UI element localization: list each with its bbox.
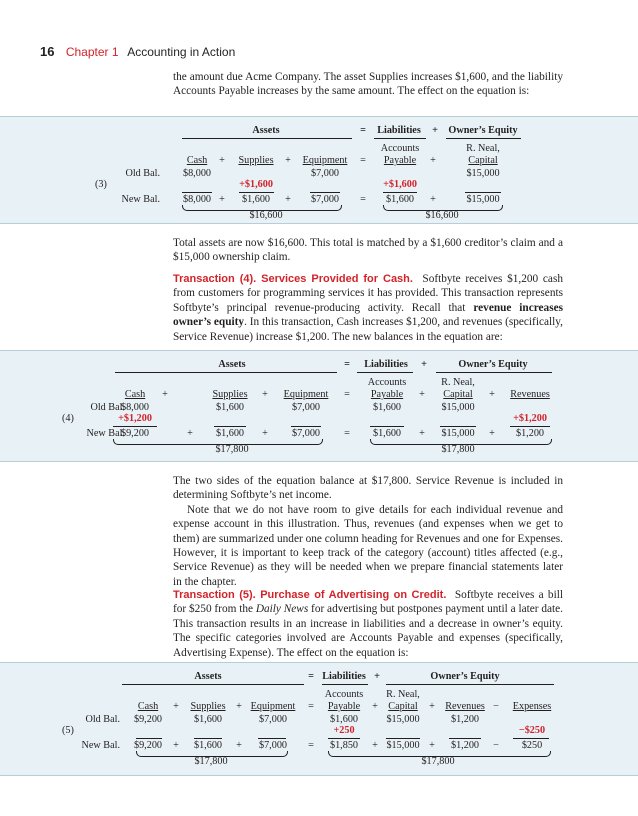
- cell: $15,000: [466, 194, 500, 205]
- plus-sign: +: [421, 359, 427, 370]
- row-label-new: New Bal.: [86, 428, 125, 439]
- owners-equity-heading: Owner’s Equity: [458, 359, 528, 370]
- paragraph-text: for advertising but postpones payment until a later date. This transaction results in an increase in liabilities and a decrease in owner’s equity. The specific categories involved are Accounts Payable and expenses (specifically, Advertising Expense). The effect on the equation is:: [173, 603, 563, 659]
- total-assets: $16,600: [249, 210, 283, 221]
- assets-heading: Assets: [194, 671, 222, 682]
- cell: $1,600: [372, 402, 402, 413]
- plus-sign: +: [187, 428, 193, 439]
- cell-change: +$1,200: [513, 413, 547, 424]
- cell: $9,200: [133, 740, 163, 751]
- col-supplies: Supplies: [190, 701, 226, 712]
- cell: $8,000: [182, 168, 212, 179]
- cell: $1,600: [193, 714, 223, 725]
- paragraph-text: Total assets are now $16,600. This total is matched by a $1,600 creditor’s claim and a $15,000 ownership claim.: [173, 237, 563, 264]
- transaction-number: (4): [62, 413, 74, 424]
- row-label-old: Old Bal.: [85, 714, 120, 725]
- plus-sign: +: [372, 740, 378, 751]
- equals-sign: =: [360, 194, 366, 205]
- cell: $1,600: [215, 402, 245, 413]
- plus-sign: +: [372, 701, 378, 712]
- transaction-number: (3): [95, 179, 107, 190]
- paragraph-text: Softbyte receives $1,200 cash from customers for programming services it has provided. This transaction represents Softbyte’s principal revenue-producing activity. Recall that: [173, 273, 563, 314]
- plus-sign: +: [489, 389, 495, 400]
- cell: $7,000: [310, 194, 340, 205]
- cell: $1,600: [193, 740, 223, 751]
- plus-sign: +: [430, 155, 436, 166]
- paragraph-text: the amount due Acme Company. The asset Supplies increases $1,600, and the liability Accounts Payable increases by the same amount. The effect on the equation is:: [173, 71, 563, 98]
- plus-sign: +: [262, 428, 268, 439]
- cell: $8,000: [120, 402, 150, 413]
- page-number: 16: [40, 44, 55, 59]
- owners-equity-heading: Owner’s Equity: [448, 125, 518, 136]
- liabilities-heading: Liabilities: [364, 359, 408, 370]
- cell: $1,600: [385, 194, 415, 205]
- col-accounts: Accounts: [324, 689, 364, 700]
- col-capital: R. Neal,: [466, 143, 500, 154]
- plus-sign: +: [429, 740, 435, 751]
- liabilities-heading: Liabilities: [377, 125, 421, 136]
- cell: $7,000: [258, 740, 288, 751]
- paragraph-transaction-5: [173, 588, 563, 660]
- col-capital: R. Neal,: [386, 689, 420, 700]
- cell: $1,200: [450, 740, 480, 751]
- cell: $1,600: [372, 428, 402, 439]
- minus-sign: −: [493, 740, 499, 751]
- cell: $15,000: [441, 428, 475, 439]
- paragraph-total: [173, 236, 563, 265]
- col-capital-2: Capital: [468, 155, 498, 166]
- equals-sign: =: [360, 125, 366, 136]
- paragraph-text: . In this transaction, Cash increases $1,200, and revenues (specifically, Service Revenue) increase $1,200. The new balances in the equation are:: [173, 316, 564, 343]
- cell: $7,000: [258, 714, 288, 725]
- total-claims: $17,800: [441, 444, 475, 455]
- cell: $15,000: [441, 402, 475, 413]
- chapter-title: Accounting in Action: [127, 45, 236, 59]
- plus-sign: +: [285, 155, 291, 166]
- page-header: [40, 44, 235, 59]
- equals-sign: =: [360, 155, 366, 166]
- cell: $8,000: [182, 194, 212, 205]
- col-equipment: Equipment: [283, 389, 329, 400]
- transaction-title: Transaction (4). Services Provided for Cash.: [173, 273, 413, 285]
- assets-heading: Assets: [252, 125, 280, 136]
- col-cash: Cash: [124, 389, 146, 400]
- chapter-label: Chapter 1: [65, 45, 119, 59]
- equation-table-4: [0, 350, 638, 462]
- col-payable: Payable: [383, 155, 417, 166]
- plus-sign: +: [430, 194, 436, 205]
- plus-sign: +: [489, 428, 495, 439]
- cell-change: +$1,600: [383, 179, 417, 190]
- cell: $9,200: [120, 428, 150, 439]
- col-expenses: Expenses: [512, 701, 552, 712]
- plus-sign: +: [374, 671, 380, 682]
- plus-sign: +: [419, 428, 425, 439]
- liabilities-heading: Liabilities: [322, 671, 366, 682]
- total-claims: $16,600: [425, 210, 459, 221]
- col-capital: R. Neal,: [441, 377, 475, 388]
- transaction-title: Transaction (5). Purchase of Advertising on Credit.: [173, 589, 447, 601]
- plus-sign: +: [162, 389, 168, 400]
- col-capital-2: Capital: [388, 701, 418, 712]
- col-revenues: Revenues: [445, 701, 485, 712]
- plus-sign: +: [285, 194, 291, 205]
- cell: $15,000: [386, 740, 420, 751]
- cell: $9,200: [133, 714, 163, 725]
- assets-heading: Assets: [218, 359, 246, 370]
- cell-change: +250: [333, 725, 355, 736]
- equation-table-5: [0, 662, 638, 776]
- cell: $1,600: [329, 714, 359, 725]
- equals-sign: =: [308, 701, 314, 712]
- col-cash: Cash: [137, 701, 159, 712]
- col-payable: Payable: [327, 701, 361, 712]
- plus-sign: +: [173, 701, 179, 712]
- plus-sign: +: [419, 389, 425, 400]
- plus-sign: +: [432, 125, 438, 136]
- total-claims: $17,800: [421, 756, 455, 767]
- row-label-new: New Bal.: [121, 194, 160, 205]
- plus-sign: +: [219, 155, 225, 166]
- row-label-old: Old Bal.: [90, 402, 125, 413]
- equals-sign: =: [308, 740, 314, 751]
- row-label-old: Old Bal.: [125, 168, 160, 179]
- paragraph-text: Note that we do not have room to give details for each individual revenue and expense account in this illustration. Thus, revenues (and expenses when we get to them) are summarized under one column heading for Revenues and one for Expenses. However, it is important to keep track of the category (account) titles affected (e.g., Service Revenue) as they will be needed when we prepare financial statements later in the chapter.: [173, 503, 563, 588]
- col-accounts: Accounts: [367, 377, 407, 388]
- cell: $1,600: [215, 428, 245, 439]
- plus-sign: +: [262, 389, 268, 400]
- col-accounts: Accounts: [380, 143, 420, 154]
- cell: $1,200: [450, 714, 480, 725]
- emphasis-text: revenue increases owner’s equity: [173, 301, 564, 329]
- plus-sign: +: [236, 740, 242, 751]
- cell: $1,600: [241, 194, 271, 205]
- row-label-new: New Bal.: [81, 740, 120, 751]
- plus-sign: +: [236, 701, 242, 712]
- cell: $7,000: [291, 428, 321, 439]
- col-cash: Cash: [186, 155, 208, 166]
- equation-table-3: [0, 116, 638, 224]
- col-equipment: Equipment: [250, 701, 296, 712]
- plus-sign: +: [429, 701, 435, 712]
- transaction-number: (5): [62, 725, 74, 736]
- cell-change: +$1,200: [118, 413, 152, 424]
- total-assets: $17,800: [194, 756, 228, 767]
- paragraph-text: Softbyte receives a bill for $250 from the: [173, 589, 563, 616]
- paragraph-text: The two sides of the equation balance at $17,800. Service Revenue is included in determining Softbyte’s net income.: [173, 475, 563, 502]
- equals-sign: =: [344, 428, 350, 439]
- paragraph-intro: [173, 70, 563, 99]
- minus-sign: −: [493, 701, 499, 712]
- col-capital-2: Capital: [443, 389, 473, 400]
- equals-sign: =: [344, 359, 350, 370]
- cell: $7,000: [291, 402, 321, 413]
- cell: $15,000: [386, 714, 420, 725]
- col-payable: Payable: [370, 389, 404, 400]
- cell: $250: [521, 740, 543, 751]
- paragraph-transaction-4: [173, 272, 563, 344]
- equals-sign: =: [308, 671, 314, 682]
- cell: $15,000: [466, 168, 500, 179]
- col-revenues: Revenues: [510, 389, 550, 400]
- col-supplies: Supplies: [212, 389, 248, 400]
- equals-sign: =: [344, 389, 350, 400]
- col-equipment: Equipment: [302, 155, 348, 166]
- plus-sign: +: [173, 740, 179, 751]
- cell-change: +$1,600: [239, 179, 273, 190]
- cell: $7,000: [310, 168, 340, 179]
- cell: $1,200: [515, 428, 545, 439]
- paragraph-balance: [173, 474, 563, 589]
- emphasis-text: Daily News: [255, 603, 309, 616]
- total-assets: $17,800: [215, 444, 249, 455]
- cell: $1,850: [329, 740, 359, 751]
- cell-change: −$250: [518, 725, 546, 736]
- col-supplies: Supplies: [238, 155, 274, 166]
- plus-sign: +: [219, 194, 225, 205]
- owners-equity-heading: Owner’s Equity: [430, 671, 500, 682]
